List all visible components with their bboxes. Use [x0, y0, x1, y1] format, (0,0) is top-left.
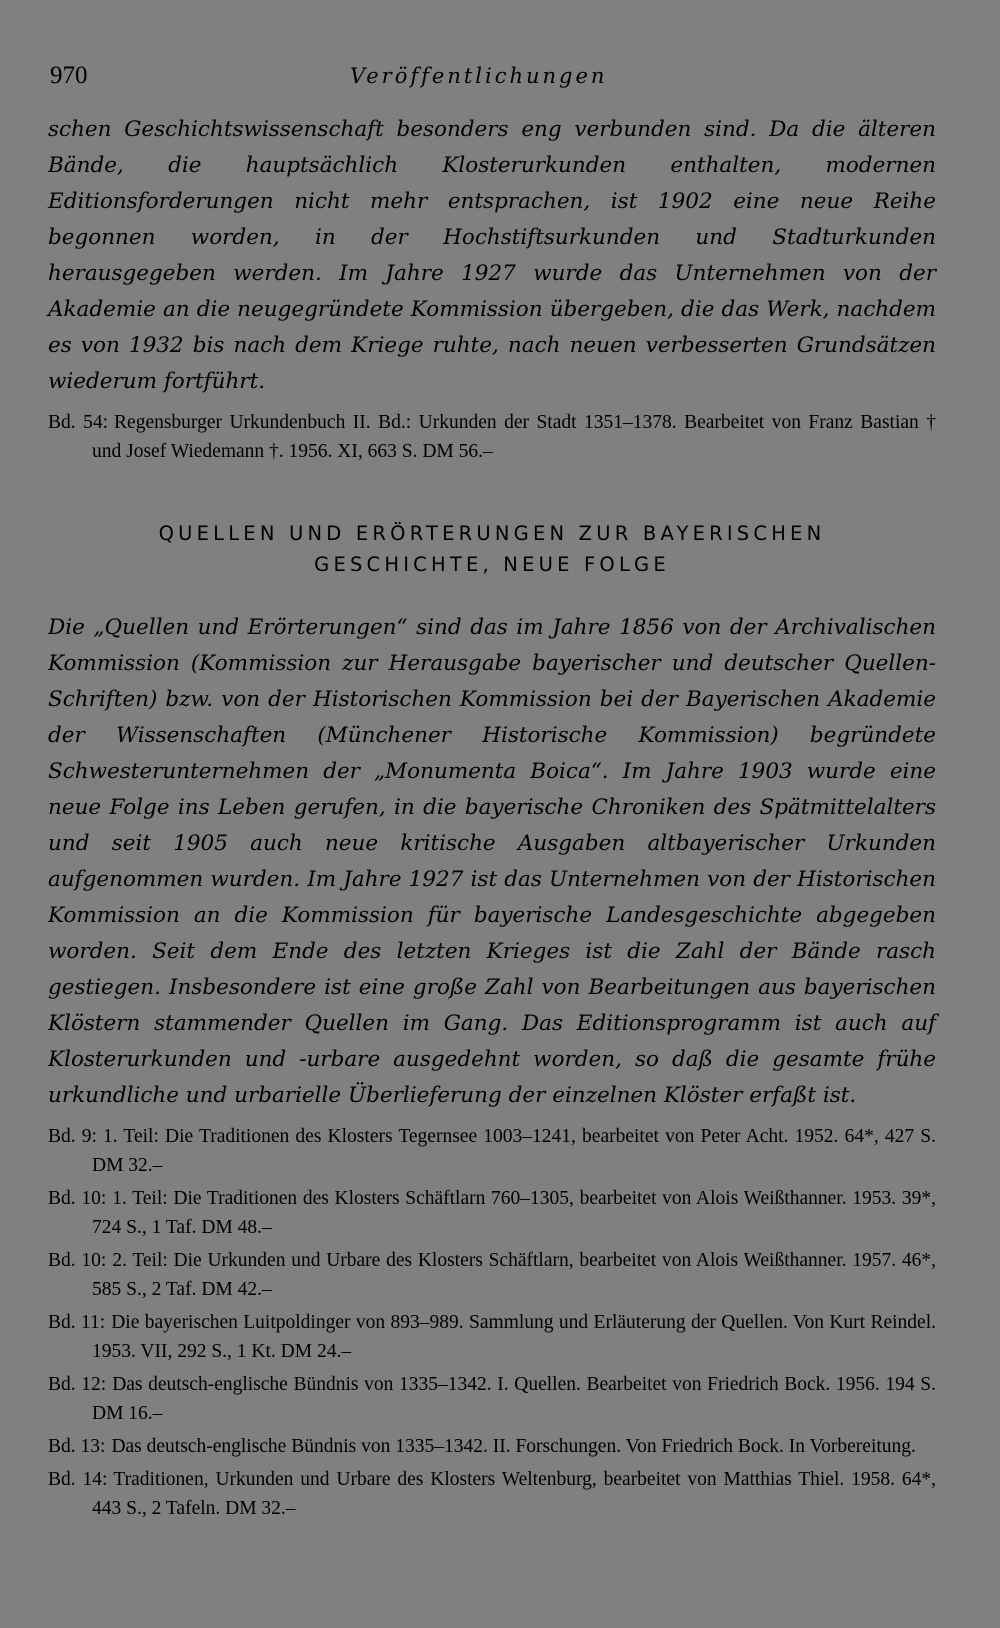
- volume-text: Regensburger Urkundenbuch II. Bd.: Urkunden der Stadt 1351–1378. Bearbeitet von Franz Bastian † und Josef Wiedemann †. 1956. XI, 663 S. DM 56.–: [92, 412, 936, 462]
- paragraph-quellen: Die „Quellen und Erörterungen“ sind das im Jahre 1856 von der Archivalischen Kommission (Kommission zur Herausgabe bayerischer und deutscher Quellen-Schriften) bzw. von der Historischen Kommission bei der Bayerischen Akademie der Wissenschaften (Münchener Historische Kommission) begründete Schwesterunternehmen der „Monumenta Boica“. Im Jahre 1903 wurde eine neue Folge ins Leben gerufen, in die bayerische Chroniken des Spätmittelalters und seit 1905 auch neue kritische Ausgaben altbayerischer Urkunden aufgenommen wurden. Im Jahre 1927 ist das Unternehmen von der Historischen Kommission an die Kommission für bayerische Landesgeschichte abgegeben worden. Seit dem Ende des letzten Krieges ist die Zahl der Bände rasch gestiegen. Insbesondere ist eine große Zahl von Bearbeitungen aus bayerischen Klöstern stammender Quellen im Gang. Das Editionsprogramm ist auch auf Klosterurkunden und -urbare ausgedehnt worden, so daß die gesamte frühe urkundliche und urbarielle Überlieferung der einzelnen Klöster erfaßt ist.: [48, 615, 936, 1108]
- volume-entry: [48, 408, 936, 466]
- volume-entry: [48, 1432, 936, 1461]
- volume-entry: [48, 1184, 936, 1242]
- volume-list-1: [48, 408, 936, 466]
- volume-label: Bd. 9:: [48, 1126, 97, 1147]
- volume-label: Bd. 14:: [48, 1469, 108, 1490]
- running-head: [48, 62, 936, 106]
- section-heading-line-2: GESCHICHTE, NEUE FOLGE: [314, 553, 670, 576]
- section-heading: [48, 518, 936, 580]
- running-title: Veröffentlichungen: [350, 64, 608, 88]
- section-heading-line-1: QUELLEN UND ERÖRTERUNGEN ZUR BAYERISCHEN: [158, 522, 826, 545]
- volume-label: Bd. 10:: [48, 1188, 107, 1209]
- volume-text: 1. Teil: Die Traditionen des Klosters Tegernsee 1003–1241, bearbeitet von Peter Acht. 1952. 64*, 427 S. DM 32.–: [92, 1126, 936, 1176]
- volume-label: Bd. 11:: [48, 1312, 106, 1333]
- section-quellen: [48, 610, 936, 1523]
- volume-entry: [48, 1122, 936, 1180]
- volume-entry: [48, 1308, 936, 1366]
- volume-label: Bd. 10:: [48, 1250, 107, 1271]
- volume-label: Bd. 12:: [48, 1374, 107, 1395]
- volume-text: Traditionen, Urkunden und Urbare des Klosters Weltenburg, bearbeitet von Matthias Thiel. 1958. 64*, 443 S., 2 Tafeln. DM 32.–: [92, 1469, 936, 1519]
- volume-label: Bd. 54:: [48, 412, 109, 433]
- volume-text: 2. Teil: Die Urkunden und Urbare des Klosters Schäftlarn, bearbeitet von Alois Weißthanner. 1957. 46*, 585 S., 2 Taf. DM 42.–: [92, 1250, 936, 1300]
- volume-text: Das deutsch-englische Bündnis von 1335–1342. II. Forschungen. Von Friedrich Bock. In Vorbereitung.: [111, 1436, 916, 1457]
- volume-entry: [48, 1465, 936, 1523]
- page-number: 970: [50, 62, 88, 89]
- volume-label: Bd. 13:: [48, 1436, 106, 1457]
- paragraph-continuation: schen Geschichtswissenschaft besonders eng verbunden sind. Da die älteren Bände, die hauptsächlich Klosterurkunden enthalten, modernen Editionsforderungen nicht mehr entsprachen, ist 1902 eine neue Reihe begonnen worden, in der Hochstiftsurkunden und Stadturkunden herausgegeben werden. Im Jahre 1927 wurde das Unternehmen von der Akademie an die neugegründete Kommission übergeben, die das Werk, nachdem es von 1932 bis nach dem Kriege ruhte, nach neuen verbesserten Grundsätzen wiederum fortführt.: [48, 117, 936, 394]
- volume-text: Das deutsch-englische Bündnis von 1335–1342. I. Quellen. Bearbeitet von Friedrich Bock. 1956. 194 S. DM 16.–: [92, 1374, 936, 1424]
- section-intro-continuation: [48, 112, 936, 466]
- page-content: [48, 62, 936, 1527]
- volume-entry: [48, 1370, 936, 1428]
- volume-list-2: [48, 1122, 936, 1523]
- volume-text: Die bayerischen Luitpoldinger von 893–989. Sammlung und Erläuterung der Quellen. Von Kurt Reindel. 1953. VII, 292 S., 1 Kt. DM 24.–: [92, 1312, 937, 1362]
- volume-entry: [48, 1246, 936, 1304]
- volume-text: 1. Teil: Die Traditionen des Klosters Schäftlarn 760–1305, bearbeitet von Alois Weißthanner. 1953. 39*, 724 S., 1 Taf. DM 48.–: [92, 1188, 936, 1238]
